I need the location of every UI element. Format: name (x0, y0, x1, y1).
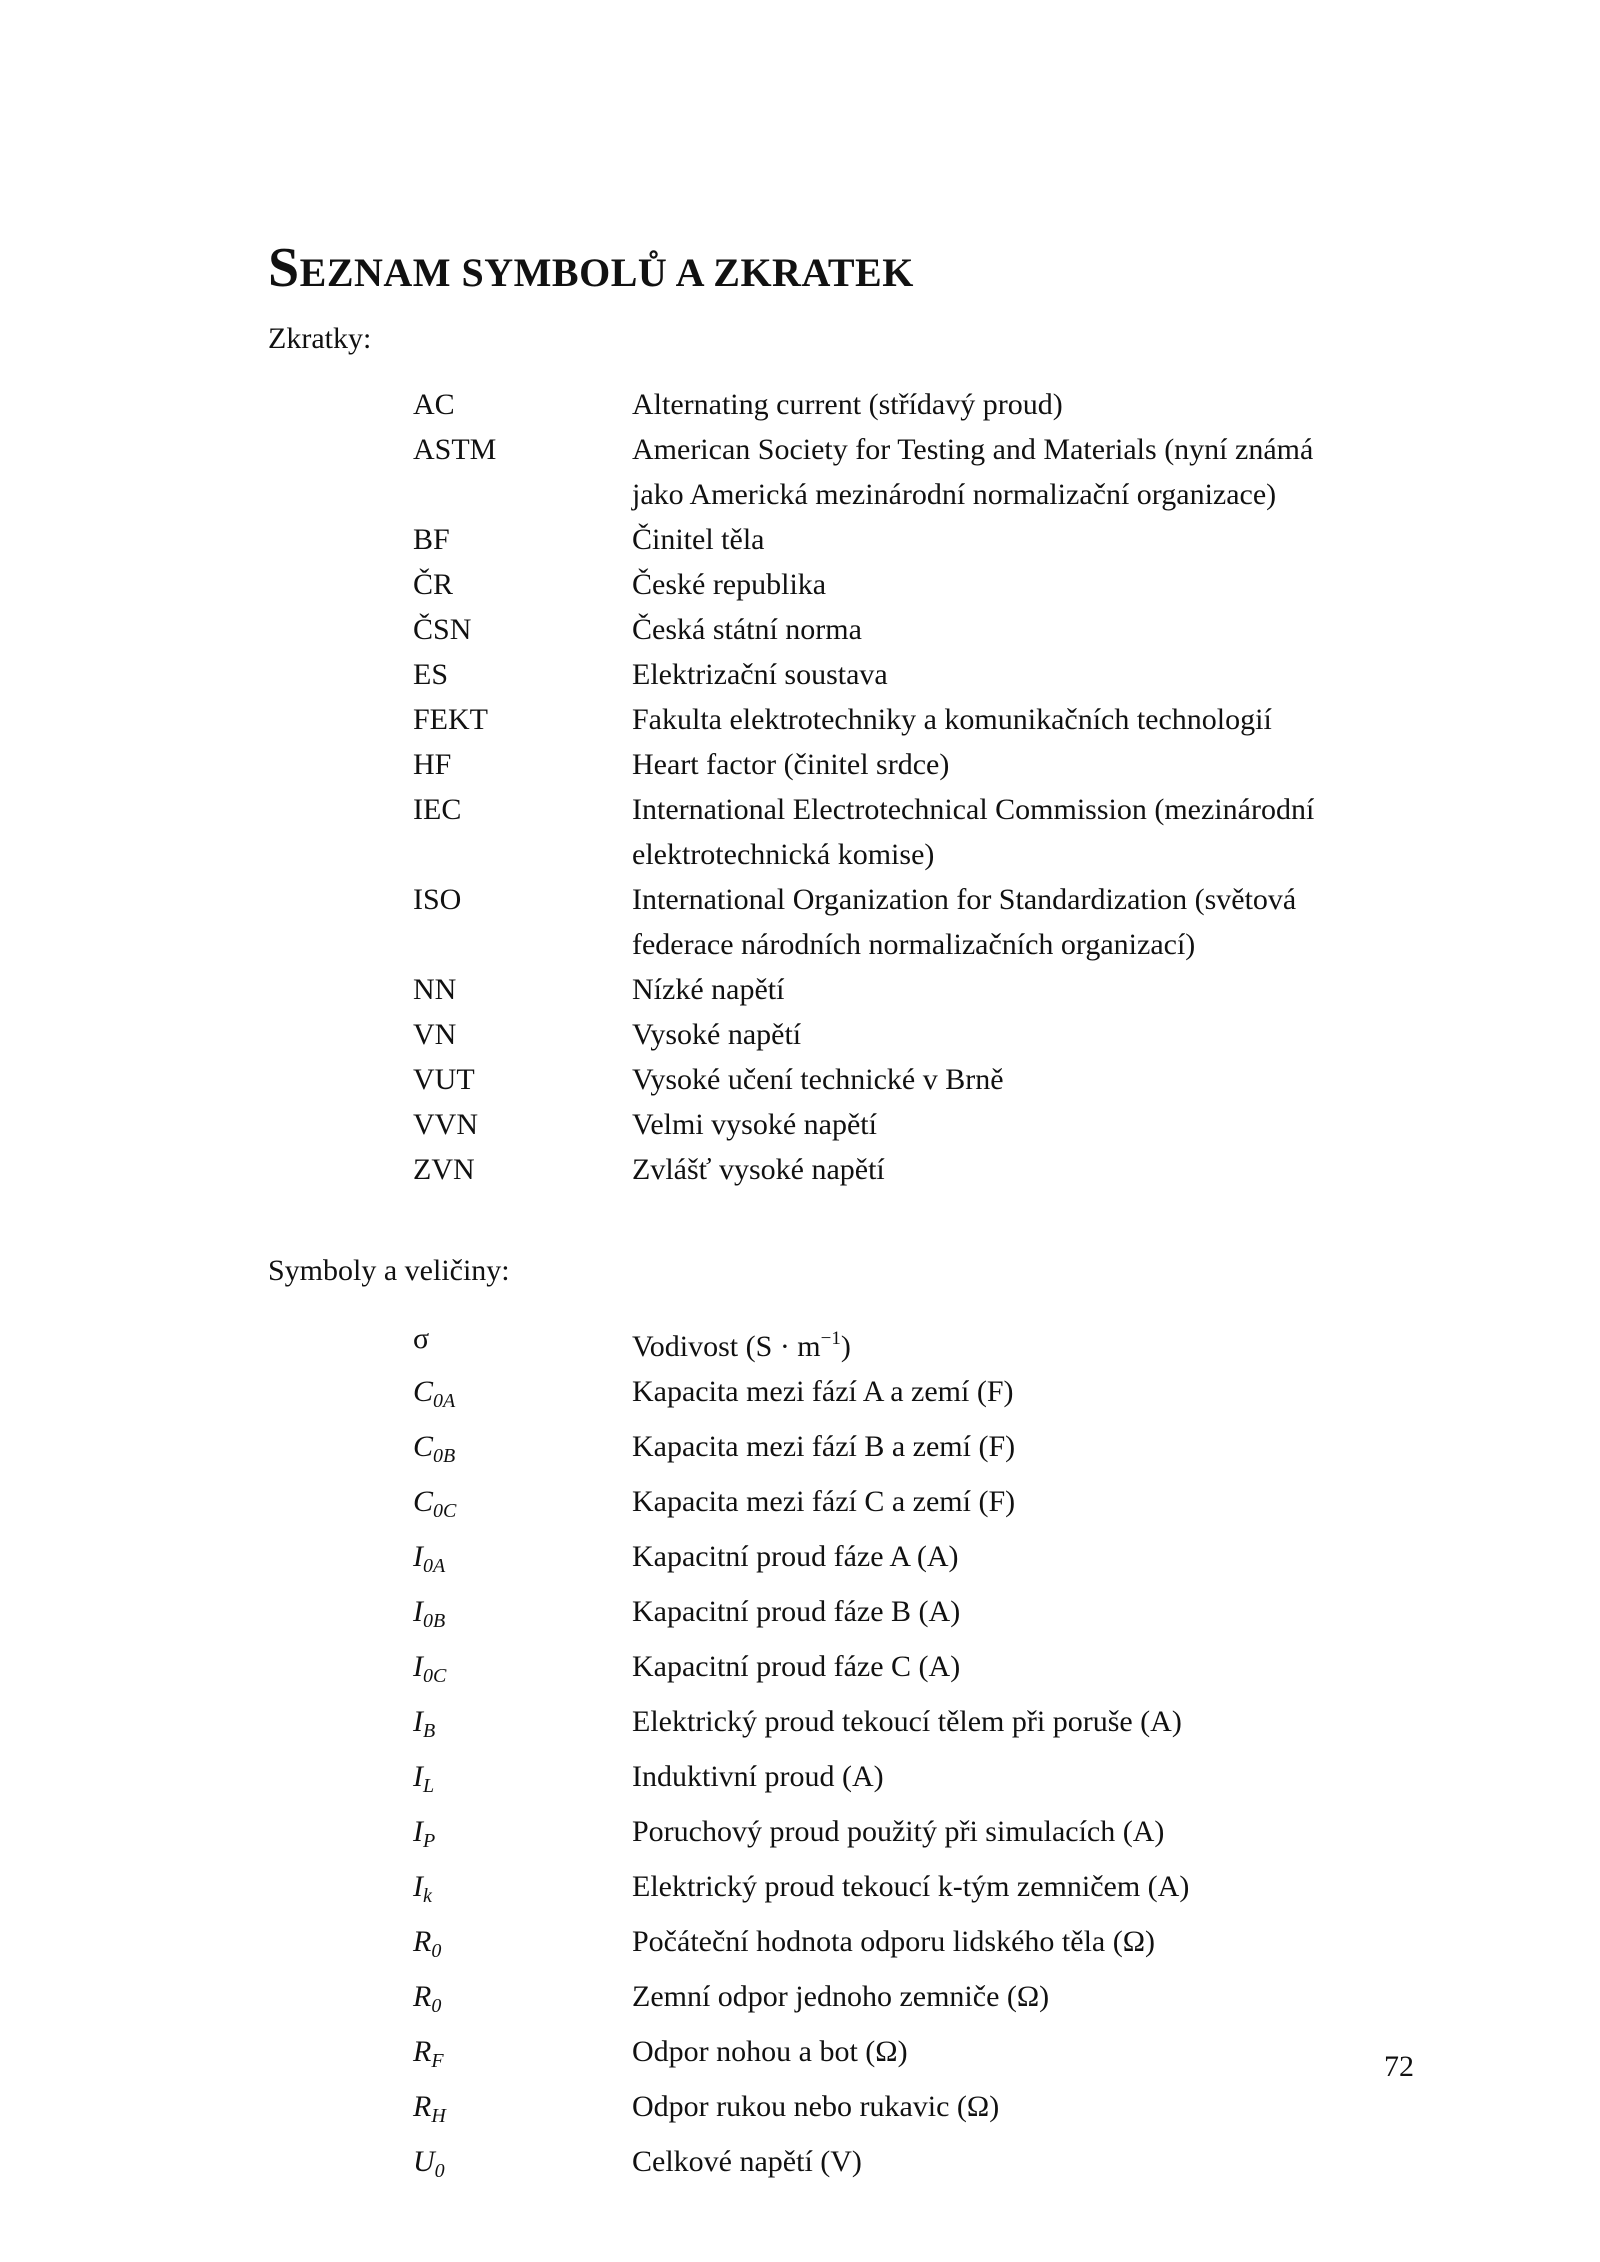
abbreviation-meaning (632, 562, 1413, 607)
abbreviation-row (413, 427, 1413, 517)
abbreviation-row (413, 877, 1413, 967)
symbol-base: R (413, 1925, 432, 1958)
abbreviation-key: NN (413, 973, 457, 1006)
abbreviation-meaning-line: American Society for Testing and Materials (nyní známá (632, 433, 1314, 466)
abbreviation-meaning-line: Vysoké napětí (632, 1018, 802, 1051)
symbol-base: I (413, 1815, 423, 1848)
symbol-description-text: Induktivní proud (A) (632, 1760, 884, 1793)
symbol (413, 1316, 632, 1369)
symbol-row (413, 1699, 1413, 1754)
abbreviation-meaning-line: Činitel těla (632, 523, 765, 556)
abbreviation-meaning-line: Zvlášť vysoké napětí (632, 1153, 885, 1186)
symbol-base: I (413, 1595, 423, 1628)
symbol-subscript: 0 (434, 2160, 445, 2182)
abbreviation-meaning-line: Elektrizační soustava (632, 658, 888, 691)
symbol-subscript: B (423, 1720, 436, 1742)
symbol (413, 1754, 632, 1809)
abbreviation-meaning-line: federace národních normalizačních organizací) (632, 928, 1196, 961)
abbreviation-meaning-line: elektrotechnická komise) (632, 838, 935, 871)
abbreviation-row (413, 742, 1413, 787)
symbol (413, 1974, 632, 2029)
abbreviation-row (413, 787, 1413, 877)
abbreviation-key: VUT (413, 1063, 475, 1096)
symbol-subscript: 0B (423, 1610, 446, 1632)
symbol-description (632, 1919, 1413, 1974)
symbol-row (413, 1534, 1413, 1589)
abbreviation-meaning (632, 1012, 1413, 1057)
symbol-row (413, 1919, 1413, 1974)
symbol-row (413, 1644, 1413, 1699)
abbreviation-meaning (632, 1102, 1413, 1147)
symbol (413, 1864, 632, 1919)
symbol-description-text: Odpor rukou nebo rukavic (Ω) (632, 2090, 1000, 2123)
symbol-description (632, 1589, 1413, 1644)
abbreviation-meaning (632, 1057, 1413, 1102)
page-number: 72 (1384, 2050, 1414, 2083)
title-first-letter: S (268, 237, 300, 299)
symbol (413, 1919, 632, 1974)
symbol-subscript: 0C (433, 1500, 457, 1522)
symbol-base: U (413, 2145, 435, 2178)
symbol-base: R (413, 2090, 432, 2123)
symbol-row (413, 1864, 1413, 1919)
symbol-row (413, 1424, 1413, 1479)
symbol-base: I (413, 1650, 423, 1683)
symbol-row (413, 1479, 1413, 1534)
symbols-list (413, 1316, 1413, 2194)
symbol-description (632, 1754, 1413, 1809)
symbol-description (632, 1534, 1413, 1589)
symbol-row (413, 1974, 1413, 2029)
abbreviation-key: FEKT (413, 703, 488, 736)
abbreviation-meaning (632, 787, 1413, 877)
symbol-subscript: 0 (431, 1995, 442, 2017)
symbol (413, 1809, 632, 1864)
abbreviation-meaning (632, 652, 1413, 697)
symbol-base: R (413, 2035, 432, 2068)
symbol-subscript: 0C (423, 1665, 447, 1687)
abbreviation-key: HF (413, 748, 452, 781)
symbol-description-text: Kapacitní proud fáze B (A) (632, 1595, 961, 1628)
symbol-description (632, 1316, 1413, 1369)
symbol-description (632, 2029, 1413, 2084)
abbreviation-row (413, 1057, 1413, 1102)
abbreviation-meaning-line: České republika (632, 568, 827, 601)
symbol-description (632, 1369, 1413, 1424)
abbreviation-meaning (632, 1147, 1413, 1192)
symbol-description (632, 1974, 1413, 2029)
abbreviation-meaning-line: jako Americká mezinárodní normalizační organizace) (632, 478, 1277, 511)
abbreviation-row (413, 517, 1413, 562)
abbreviation-row (413, 652, 1413, 697)
abbreviation-key: VVN (413, 1108, 478, 1141)
symbol-description-text: Zemní odpor jednoho zemniče (Ω) (632, 1980, 1050, 2013)
abbreviation-meaning-line: Vysoké učení technické v Brně (632, 1063, 1004, 1096)
abbreviation-key: BF (413, 523, 450, 556)
title-rest: EZNAM SYMBOLŮ A ZKRATEK (299, 250, 914, 295)
abbreviation-meaning (632, 697, 1413, 742)
symbol (413, 1644, 632, 1699)
symbol-description-text: Kapacita mezi fází A a zemí (F) (632, 1375, 1014, 1408)
abbreviation-row (413, 562, 1413, 607)
abbreviation-row (413, 967, 1413, 1012)
symbol-row (413, 1589, 1413, 1644)
symbol-row (413, 2029, 1413, 2084)
abbreviation-meaning (632, 742, 1413, 787)
symbol-row (413, 1316, 1413, 1369)
symbol-description (632, 1644, 1413, 1699)
symbol-row (413, 1754, 1413, 1809)
symbol (413, 1699, 632, 1754)
abbreviation-meaning (632, 967, 1413, 1012)
abbreviation-row (413, 382, 1413, 427)
symbol-description-text: Kapacita mezi fází C a zemí (F) (632, 1485, 1016, 1518)
symbol-description-text: Vodivost (S · m (632, 1330, 821, 1363)
unit-exponent: −1 (820, 1328, 841, 1349)
abbreviation-meaning-line: Velmi vysoké napětí (632, 1108, 877, 1141)
symbol-subscript: 0A (433, 1390, 456, 1412)
abbreviation-key: AC (413, 388, 455, 421)
abbreviation-meaning-line: Nízké napětí (632, 973, 785, 1006)
abbreviations-label: Zkratky: (268, 322, 372, 355)
symbol (413, 2084, 632, 2139)
abbreviation-meaning (632, 517, 1413, 562)
symbol-base: C (413, 1430, 434, 1463)
symbol-base: C (413, 1485, 434, 1518)
abbreviation-meaning-line: Česká státní norma (632, 613, 862, 646)
symbol-description-text: Kapacitní proud fáze A (A) (632, 1540, 959, 1573)
symbol-description-text: Elektrický proud tekoucí k-tým zemničem (A) (632, 1870, 1190, 1903)
symbol-description-text: Počáteční hodnota odporu lidského těla (Ω) (632, 1925, 1155, 1958)
symbol (413, 2029, 632, 2084)
symbol-subscript: k (423, 1885, 432, 1907)
abbreviation-row (413, 607, 1413, 652)
symbol-subscript: P (423, 1830, 436, 1852)
symbol-description (632, 2084, 1413, 2139)
symbol (413, 1424, 632, 1479)
symbol-description-text: Poruchový proud použitý při simulacích (A) (632, 1815, 1165, 1848)
abbreviation-key: ASTM (413, 433, 497, 466)
symbol-row (413, 2084, 1413, 2139)
symbol-description-text: Celkové napětí (V) (632, 2145, 862, 2178)
symbol-description (632, 1424, 1413, 1479)
symbol (413, 1369, 632, 1424)
page-title (268, 236, 914, 300)
symbol-base: I (413, 1870, 423, 1903)
symbols-label: Symboly a veličiny: (268, 1254, 510, 1287)
abbreviations-list (413, 382, 1413, 1192)
abbreviation-key: ČR (413, 568, 454, 601)
symbol-row (413, 1369, 1413, 1424)
symbol-subscript: 0 (431, 1940, 442, 1962)
symbol-description-text: Odpor nohou a bot (Ω) (632, 2035, 908, 2068)
symbol-description-closing: ) (840, 1330, 851, 1363)
abbreviation-row (413, 1147, 1413, 1192)
symbol-subscript: F (431, 2050, 444, 2072)
symbol-base: C (413, 1375, 434, 1408)
symbol-description (632, 1479, 1413, 1534)
symbol-base: I (413, 1705, 423, 1738)
abbreviation-key: ISO (413, 883, 462, 916)
abbreviation-meaning-line: Fakulta elektrotechniky a komunikačních technologií (632, 703, 1272, 736)
symbol-description (632, 1864, 1413, 1919)
abbreviation-row (413, 1102, 1413, 1147)
abbreviation-key: IEC (413, 793, 462, 826)
symbol-description-text: Kapacitní proud fáze C (A) (632, 1650, 961, 1683)
symbol-subscript: H (431, 2105, 446, 2127)
abbreviation-meaning (632, 382, 1413, 427)
symbol-row (413, 2139, 1413, 2194)
symbol-row (413, 1809, 1413, 1864)
abbreviation-row (413, 697, 1413, 742)
abbreviation-meaning-line: International Electrotechnical Commission (mezinárodní (632, 793, 1315, 826)
symbol-subscript: 0A (423, 1555, 446, 1577)
symbol (413, 1589, 632, 1644)
abbreviation-key: ZVN (413, 1153, 475, 1186)
abbreviation-meaning-line: Alternating current (střídavý proud) (632, 388, 1063, 421)
abbreviation-meaning-line: Heart factor (činitel srdce) (632, 748, 950, 781)
symbol-base: R (413, 1980, 432, 2013)
symbol-description-text: Elektrický proud tekoucí tělem při poruše (A) (632, 1705, 1182, 1738)
symbol (413, 1534, 632, 1589)
symbol-description (632, 2139, 1413, 2194)
abbreviation-key: VN (413, 1018, 457, 1051)
abbreviation-key: ČSN (413, 613, 472, 646)
abbreviation-meaning (632, 427, 1413, 517)
abbreviation-key: ES (413, 658, 449, 691)
abbreviation-meaning (632, 877, 1413, 967)
abbreviation-meaning (632, 607, 1413, 652)
symbol-base: I (413, 1760, 423, 1793)
symbol (413, 1479, 632, 1534)
symbol-subscript: 0B (433, 1445, 456, 1467)
symbol-description-text: Kapacita mezi fází B a zemí (F) (632, 1430, 1016, 1463)
symbol-base: σ (413, 1322, 430, 1355)
symbol-description (632, 1699, 1413, 1754)
symbol-base: I (413, 1540, 423, 1573)
abbreviation-meaning-line: International Organization for Standardization (světová (632, 883, 1297, 916)
abbreviation-row (413, 1012, 1413, 1057)
symbol (413, 2139, 632, 2194)
symbol-subscript: L (423, 1775, 435, 1797)
symbol-description (632, 1809, 1413, 1864)
